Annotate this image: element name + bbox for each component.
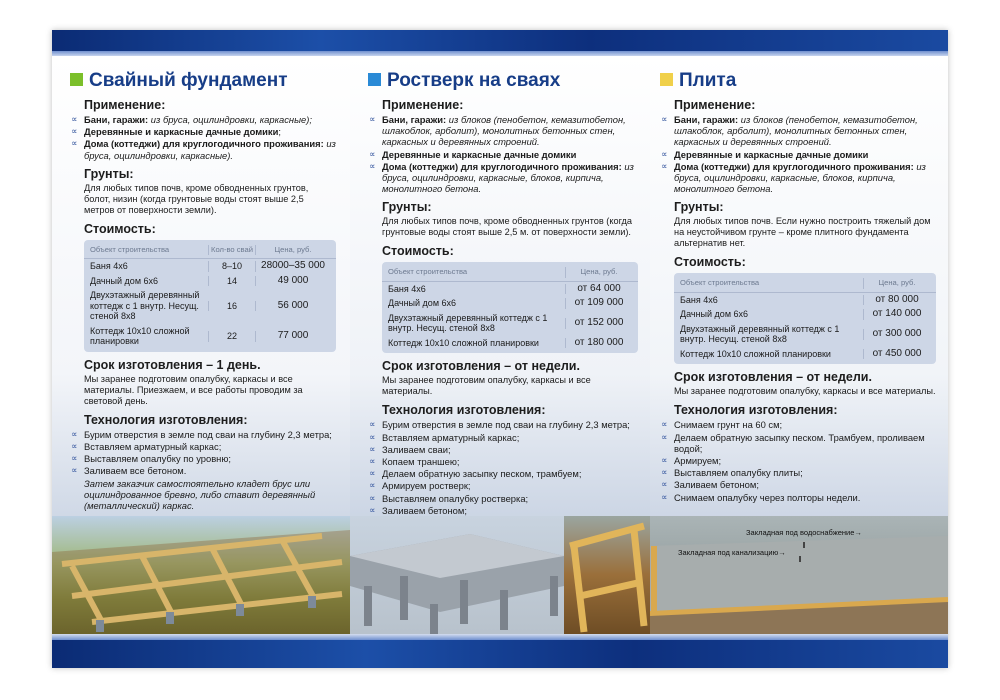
bullet-icon: ∝ [71,441,78,452]
tech-heading: Технология изготовления: [84,412,248,427]
list-item: ∝ Армируем ростверк; [369,480,471,492]
panel-title: Плита [660,70,936,92]
panel-title: Свайный фундамент [70,70,336,92]
tech-heading: Технология изготовления: [674,403,838,418]
list-item: ∝ Деревянные и каркасные дачные домики [661,148,869,160]
list-item: ∝ Бани, гаражи: из блоков (пенобетон, кемазитобетон, шлакоблок, арболит), монолитных бетонных стен, каркасных и деревянных строений. [661,114,918,148]
bullet-icon: ∝ [369,431,376,442]
sewer-callout: Закладная под канализацию→ [678,548,786,557]
list-item: ∝ Заливаем бетоном; [369,504,467,516]
price-table [382,262,638,353]
grillage-formwork-photo [564,516,650,634]
term-heading: Срок изготовления – 1 день. [84,357,261,372]
cost-heading: Стоимость: [84,221,156,236]
table-header: Объект строительства Кол-во свай Цена, руб. [84,243,336,260]
bullet-icon: ∝ [661,455,668,466]
table-row: Двухэтажный деревянный коттедж с 1 внутр. Несущ. стеной 8х8 16 56 000 [84,288,336,324]
top-banner [52,30,948,56]
list-item: ∝ Деревянные и каркасные дачные домики; [71,126,281,138]
soil-text: Для любых типов почв, кроме обводненных грунтов (когда грунтовые воды стоят выше 2,5 м. от поверхности земли). [382,216,632,238]
bullet-icon: ∝ [661,479,668,490]
bullet-icon: ∝ [661,491,668,502]
table-row: Дачный дом 6х6 от 140 000 [674,307,936,322]
bullet-icon: ∝ [369,504,376,515]
bullet-icon: ∝ [369,160,376,171]
bottom-banner [52,634,948,668]
water-supply-callout: Закладная под водоснабжение→ [746,528,862,537]
term-heading: Срок изготовления – от недели. [674,370,872,385]
table-row: Баня 4х6 от 80 000 [674,293,936,308]
bullet-icon: ∝ [369,492,376,503]
term-text: Мы заранее подготовим опалубку, каркасы и все материалы. [382,375,591,397]
use-heading: Применение: [674,98,756,112]
bullet-icon: ∝ [71,453,78,464]
bullet-icon: ∝ [369,419,376,430]
bullet-icon: ∝ [71,428,78,439]
list-item: ∝ Выставляем опалубку по уровню; [71,453,231,465]
slab-photo [650,516,948,634]
list-item: ∝ Выставляем опалубку ростверка; [369,492,529,504]
list-item: ∝ Вставляем арматурный каркас; [71,441,222,453]
bullet-icon: ∝ [71,138,78,149]
bullet-icon: ∝ [71,114,78,124]
list-item: ∝ Вставляем арматурный каркас; [369,431,520,443]
bullet-icon: ∝ [369,148,376,159]
price-table [674,273,936,364]
list-item: ∝ Снимаем грунт на 60 см; [661,419,783,431]
list-item: ∝ Копаем траншею; [369,456,460,468]
bullet-icon: ∝ [369,480,376,491]
list-item: ∝ Заливаем бетоном; [661,479,759,491]
list-item: ∝ Выставляем опалубку плиты; [661,467,803,479]
table-row: Дачный дом 6х6 от 109 000 [382,296,638,311]
grillage-render-image [350,516,564,634]
list-item: ∝ Снимаем опалубку через полторы недели. [661,491,861,503]
list-item: ∝ Дома (коттеджи) для круглогодичного проживания: из бруса, оцилиндровки, каркасные). [71,138,336,161]
price-table [84,240,336,352]
table-row: Баня 4х6 8–10 28000–35 000 [84,259,336,274]
green-square-icon [70,73,83,86]
list-item: ∝ Бурим отверстия в земле под сваи на глубину 2,3 метра; [71,428,332,440]
bullet-icon: ∝ [661,114,668,124]
table-row: Дачный дом 6х6 14 49 000 [84,274,336,289]
pile-foundation-photo [52,516,350,634]
bullet-icon: ∝ [369,443,376,454]
table-row: Коттедж 10х10 сложной планировки от 180 000 [382,336,638,351]
brochure-sheet [52,30,948,668]
bullet-icon: ∝ [71,126,78,137]
term-heading: Срок изготовления – от недели. [382,359,580,374]
yellow-square-icon [660,73,673,86]
soil-heading: Грунты: [84,166,134,181]
panel-grillage-on-piles [350,56,650,634]
table-row: Двухэтажный деревянный коттедж с 1 внутр. Несущ. стеной 8х8 от 300 000 [674,322,936,347]
bullet-icon: ∝ [661,160,668,171]
soil-text: Для любых типов почв, кроме обводненных грунтов, болот, низин (когда грунтовые воды стоят выше 2,5 метров от поверхности земли). [84,182,309,215]
table-row: Двухэтажный деревянный коттедж с 1 внутр. Несущ. стеной 8х8 от 152 000 [382,311,638,336]
list-item: ∝ Бани, гаражи: из блоков (пенобетон, кемазитобетон, шлакоблок, арболит), монолитных бетонных стен, каркасных и деревянных строений. [369,114,626,148]
cost-heading: Стоимость: [674,255,746,270]
list-item: ∝ Дома (коттеджи) для круглогодичного проживания: из бруса, оцилиндровки, каркасные, блоков, кирпича, монолитного бетона. [661,160,926,195]
list-item: ∝ Заливаем сваи; [369,443,451,455]
panel-slab [650,56,948,634]
list-item: ∝ Бурим отверстия в земле под сваи на глубину 2,3 метра; [369,419,630,431]
table-header: Объект строительства Цена, руб. [382,265,638,282]
bullet-icon: ∝ [369,114,376,124]
list-item: ∝ Деревянные и каркасные дачные домики [369,148,577,160]
list-item: ∝ Дома (коттеджи) для круглогодичного проживания: из бруса, оцилиндровки, каркасные, блоков, кирпича, монолитного бетона. [369,160,634,195]
bullet-icon: ∝ [71,465,78,476]
list-item: ∝ Делаем обратную засыпку песком. Трамбуем, проливаем водой; [661,431,925,454]
use-heading: Применение: [84,98,166,112]
panel-pile-foundation [52,56,350,634]
panel-title: Ростверк на сваях [368,70,638,92]
soil-heading: Грунты: [674,200,724,215]
soil-heading: Грунты: [382,200,432,215]
term-text: Мы заранее подготовим опалубку, каркасы и все материалы. [674,386,936,397]
blue-square-icon [368,73,381,86]
list-item: ∝ Делаем обратную засыпку песком, трамбуем; [369,468,582,480]
table-row: Коттедж 10х10 сложной планировки от 450 000 [674,347,936,362]
bullet-icon: ∝ [661,431,668,442]
cost-heading: Стоимость: [382,244,454,259]
list-item: ∝ Бани, гаражи: из бруса, оцилиндровки, каркасные); [71,114,312,125]
table-header: Объект строительства Цена, руб. [674,276,936,293]
tech-note: Затем заказчик самостоятельно кладет брус или оцилиндрованное бревно, либо ставит деревянный (металлический) каркас. [84,477,316,512]
bullet-icon: ∝ [661,419,668,430]
use-heading: Применение: [382,98,464,112]
list-item: ∝ Заливаем все бетоном. [71,465,187,477]
table-row: Баня 4х6 от 64 000 [382,282,638,297]
bullet-icon: ∝ [661,467,668,478]
tech-heading: Технология изготовления: [382,403,546,418]
table-row: Коттедж 10х10 сложной планировки 22 77 000 [84,324,336,349]
term-text: Мы заранее подготовим опалубку, каркасы и все материалы. Приезжаем, и все работы проводим за световой день. [84,373,303,406]
list-item: ∝ Армируем; [661,455,722,467]
soil-text: Для любых типов почв. Если нужно построить тяжелый дом на неустойчивом грунте – кроме плитного фундамента альтернатив нет. [674,216,931,249]
bullet-icon: ∝ [661,148,668,159]
bullet-icon: ∝ [369,456,376,467]
bullet-icon: ∝ [369,468,376,479]
